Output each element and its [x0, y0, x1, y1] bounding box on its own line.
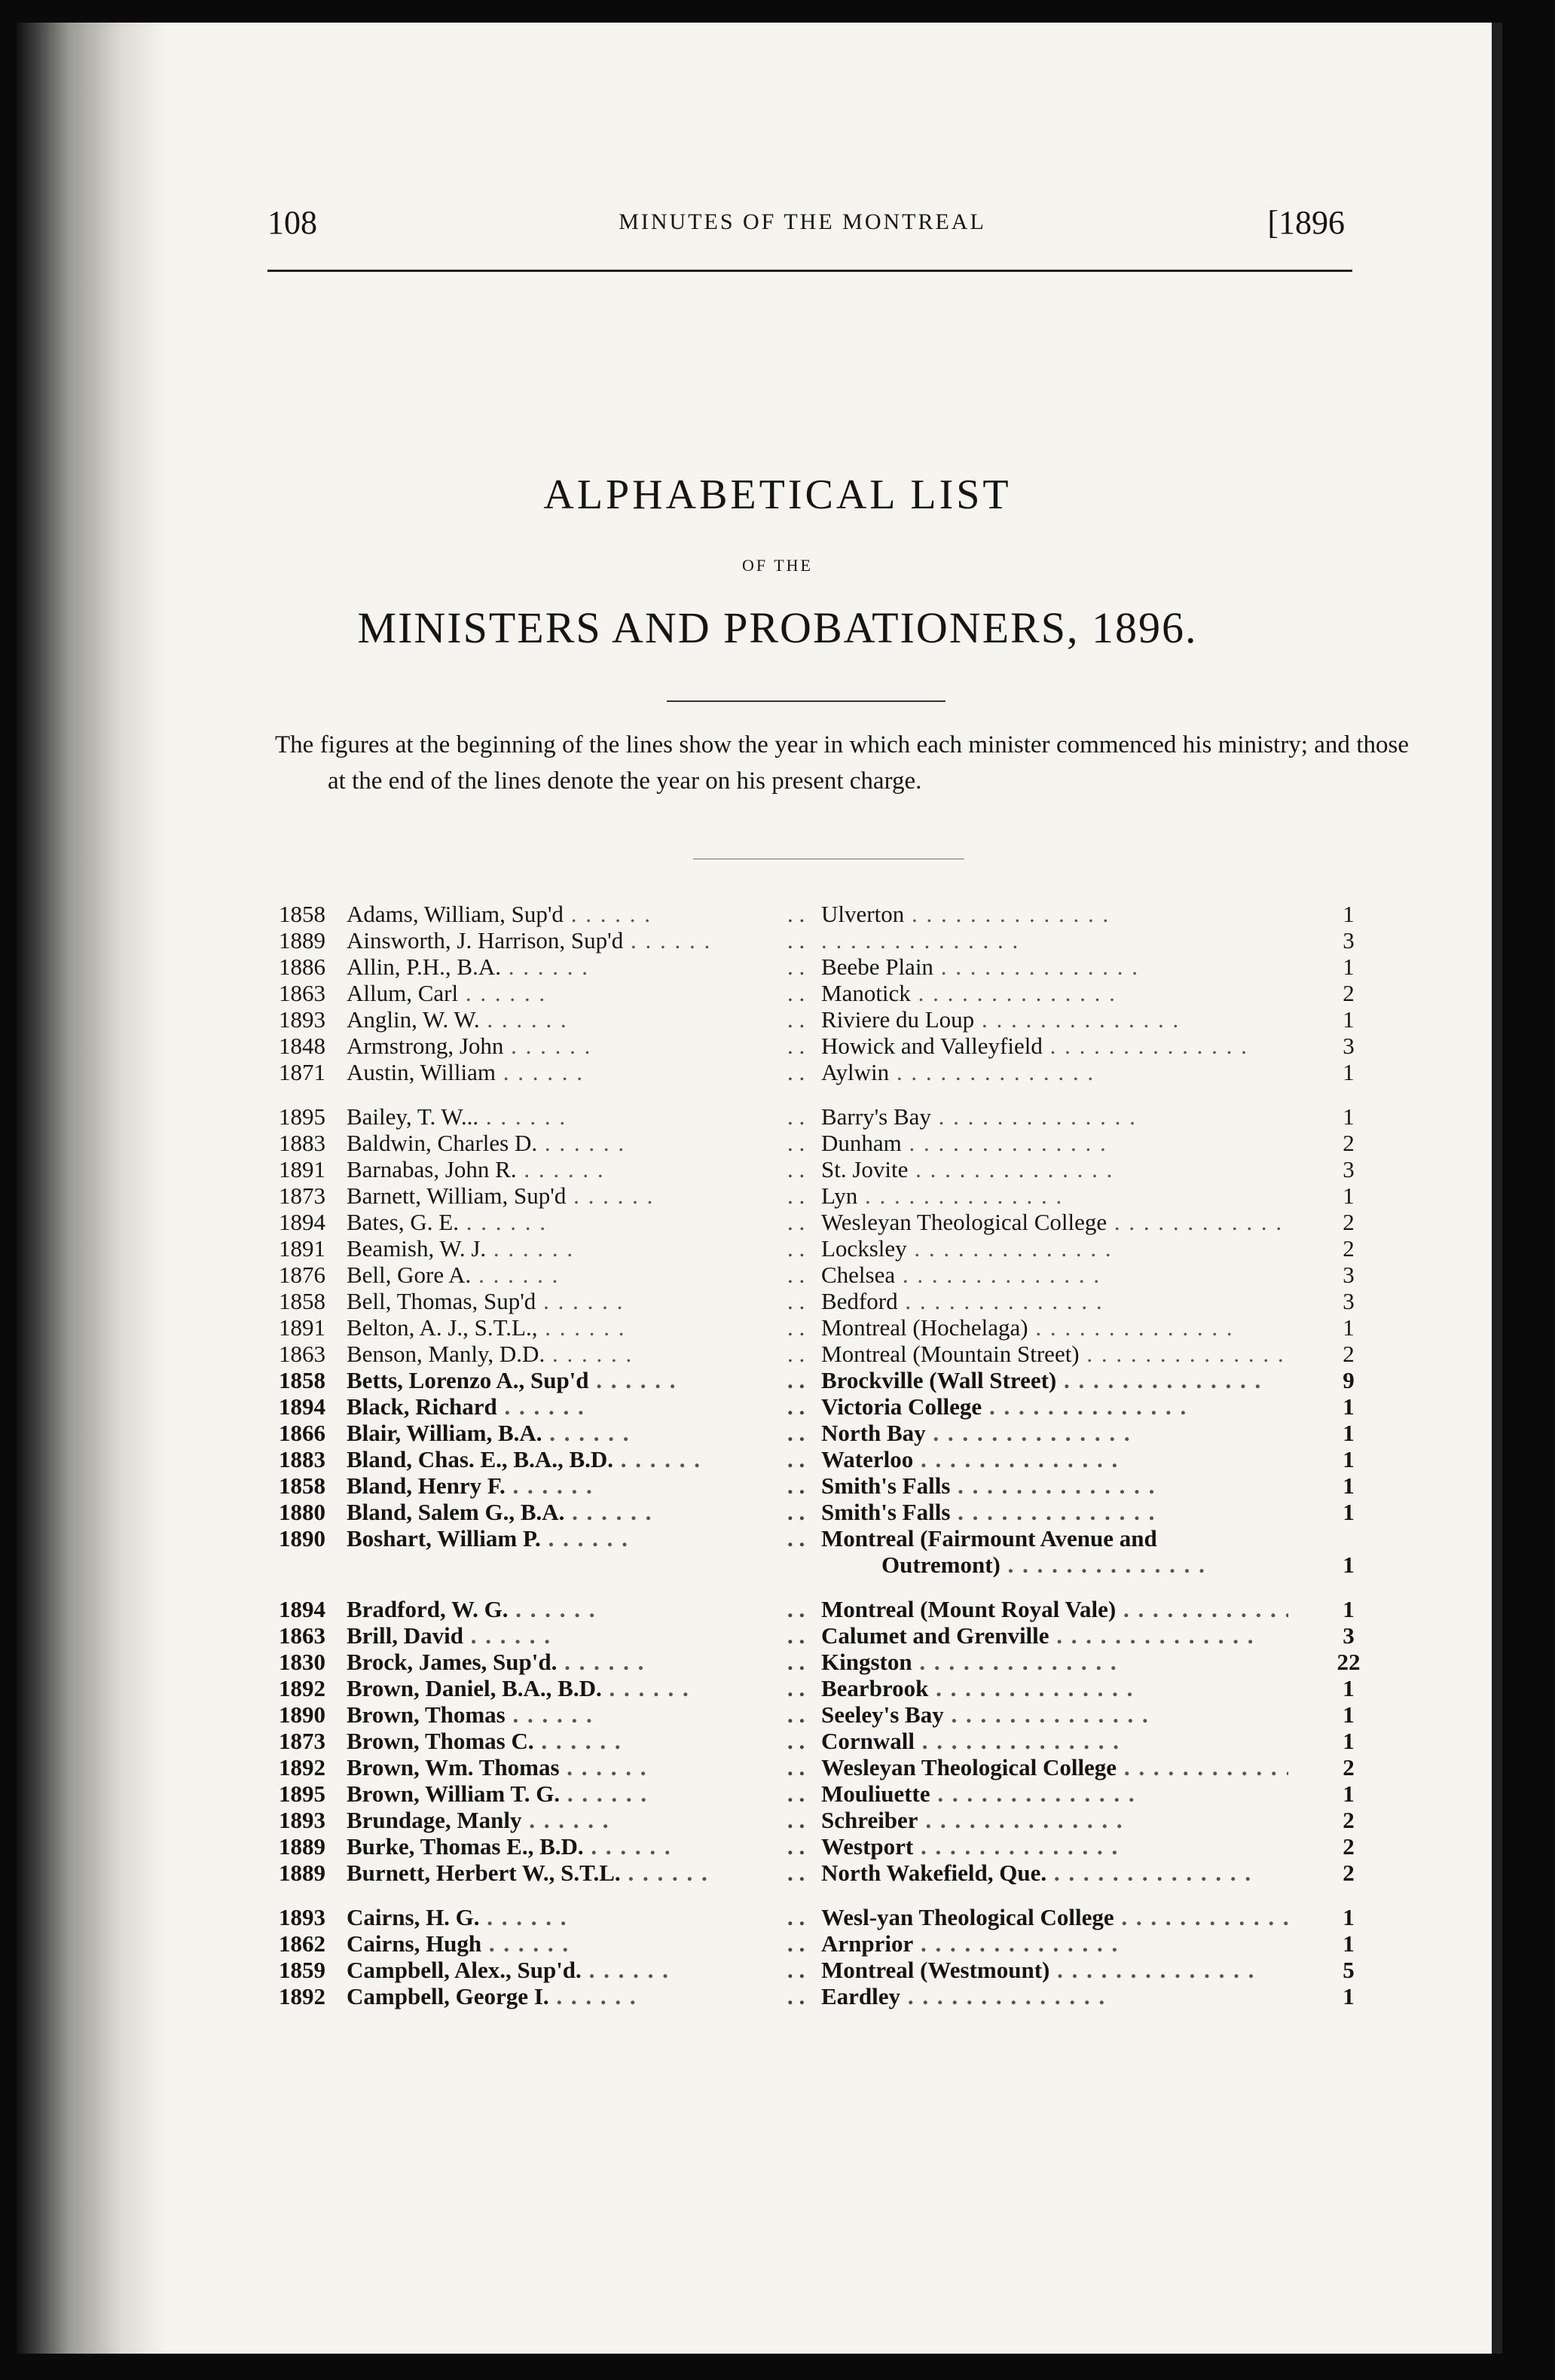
entry-name: Ainsworth, J. Harrison, Sup'd . . — [347, 927, 814, 954]
entry-name: Adams, William, Sup'd . . — [347, 901, 814, 928]
list-item — [279, 1860, 1371, 1886]
list-item — [279, 1525, 1371, 1552]
leader-dots: . . — [787, 1675, 805, 1701]
leader-dots: . . — [787, 1033, 805, 1059]
title-line-1: ALPHABETICAL LIST — [543, 471, 1012, 518]
list-item — [279, 1288, 1371, 1314]
leader-dots: . . — [787, 1446, 805, 1472]
intro-paragraph: The figures at the beginning of the lines show the year in which each minister commenced his ministry; and those at the end of the lines denote the year on his present charge. — [275, 731, 1409, 795]
entry-term: 2 — [1343, 1341, 1355, 1367]
page-number: 108 — [267, 204, 317, 241]
leader-dots: . . — [787, 954, 805, 980]
leader-dots: . . — [787, 1262, 805, 1288]
ministers-list — [279, 901, 1371, 2009]
list-item — [279, 1728, 1371, 1754]
entry-term: 1 — [1343, 1780, 1355, 1807]
leader-dots: . . — [787, 1420, 805, 1446]
entry-term: 3 — [1343, 1622, 1355, 1649]
list-item — [279, 1033, 1371, 1059]
leader-dots: . . — [787, 1807, 805, 1833]
list-item — [279, 901, 1371, 927]
entry-term: 2 — [1343, 980, 1355, 1006]
list-item — [279, 1807, 1371, 1833]
entry-term: 1 — [1343, 1314, 1355, 1341]
entry-name: Belton, A. J., S.T.L., . . — [347, 1314, 814, 1341]
entry-year: 1889 — [279, 1860, 325, 1886]
entry-name: Burnett, Herbert W., S.T.L. . . — [347, 1860, 814, 1887]
entry-name: Campbell, Alex., Sup'd. . . — [347, 1957, 814, 1984]
entry-year: 1894 — [279, 1209, 325, 1235]
entry-term: 1 — [1343, 1446, 1355, 1472]
leader-dots: . . — [787, 1059, 805, 1085]
entry-name: Allin, P.H., B.A. . . — [347, 954, 814, 981]
entry-year: 1858 — [279, 901, 325, 927]
entry-year: 1892 — [279, 1983, 325, 2009]
entry-year: 1859 — [279, 1957, 325, 1983]
title-line-2: OF THE — [742, 556, 813, 575]
leader-dots: . . — [787, 1103, 805, 1130]
page-edge — [1492, 23, 1502, 2354]
entry-station: North Bay . . — [821, 1420, 1288, 1447]
entry-station: Smith's Falls . . — [821, 1499, 1288, 1526]
entry-name: Bailey, T. W... . . — [347, 1103, 814, 1130]
list-item — [279, 1341, 1371, 1367]
list-item — [279, 1420, 1371, 1446]
entry-year: 1889 — [279, 1833, 325, 1860]
entry-name: Barnabas, John R. . . — [347, 1156, 814, 1183]
entry-term: 1 — [1343, 954, 1355, 980]
entry-name: Benson, Manly, D.D. . . — [347, 1341, 814, 1368]
leader-dots: . . — [787, 1904, 805, 1930]
entry-station: Brockville (Wall Street) . . — [821, 1367, 1288, 1394]
entry-station: Kingston . . — [821, 1649, 1288, 1676]
entry-name: Bland, Henry F. . . — [347, 1472, 814, 1500]
entry-term: 2 — [1343, 1860, 1355, 1886]
list-item — [279, 927, 1371, 954]
entry-term: 1 — [1343, 1904, 1355, 1930]
entry-name: Black, Richard . . — [347, 1393, 814, 1420]
entry-station: Chelsea . . — [821, 1262, 1288, 1289]
entry-term: 22 — [1337, 1649, 1361, 1675]
entry-term: 5 — [1343, 1957, 1355, 1983]
entry-year: 1893 — [279, 1006, 325, 1033]
entry-station: Manotick . . — [821, 980, 1288, 1007]
entry-year: 1893 — [279, 1807, 325, 1833]
entry-station — [821, 927, 1288, 954]
entry-term: 1 — [1343, 1728, 1355, 1754]
entry-name: Bell, Gore A. . . — [347, 1262, 814, 1289]
entry-term: 3 — [1343, 1288, 1355, 1314]
entry-term: 1 — [1343, 1006, 1355, 1033]
leader-dots: . . — [787, 1754, 805, 1780]
entry-term: 1 — [1343, 1472, 1355, 1499]
running-head — [260, 203, 1345, 249]
entry-year: 1883 — [279, 1130, 325, 1156]
entry-station: Westport . . — [821, 1833, 1288, 1860]
entry-year: 1894 — [279, 1596, 325, 1622]
leader-dots: . . — [787, 1472, 805, 1499]
list-item — [279, 1446, 1371, 1472]
list-item — [279, 1393, 1371, 1420]
leader-dots: . . — [787, 1780, 805, 1807]
entry-term: 1 — [1343, 1596, 1355, 1622]
entry-year: 1863 — [279, 980, 325, 1006]
leader-dots: . . — [787, 1622, 805, 1649]
entry-year: 1848 — [279, 1033, 325, 1059]
leader-dots: . . — [787, 927, 805, 954]
entry-year: 1895 — [279, 1780, 325, 1807]
entry-name: Anglin, W. W. . . — [347, 1006, 814, 1033]
leader-dots: . . — [787, 1525, 805, 1552]
list-item — [279, 954, 1371, 980]
list-item — [279, 980, 1371, 1006]
entry-station: Bedford . . — [821, 1288, 1288, 1315]
leader-dots: . . — [787, 1235, 805, 1262]
entry-name: Cairns, H. G. . . — [347, 1904, 814, 1931]
entry-term: 2 — [1343, 1130, 1355, 1156]
entry-name: Betts, Lorenzo A., Sup'd . . — [347, 1367, 814, 1394]
list-item — [279, 1622, 1371, 1649]
entry-station: Locksley . . — [821, 1235, 1288, 1262]
entry-year: 1894 — [279, 1393, 325, 1420]
leader-dots: . . — [787, 1367, 805, 1393]
entry-term: 1 — [1343, 1182, 1355, 1209]
entry-term: 3 — [1343, 1156, 1355, 1182]
entry-name: Brock, James, Sup'd. . . — [347, 1649, 814, 1676]
entry-name: Baldwin, Charles D. . . — [347, 1130, 814, 1157]
leader-dots: . . — [787, 1393, 805, 1420]
list-item — [279, 1957, 1371, 1983]
leader-dots: . . — [787, 1983, 805, 2009]
list-item — [279, 1156, 1371, 1182]
leader-dots: . . — [787, 1728, 805, 1754]
entry-year: 1891 — [279, 1235, 325, 1262]
entry-term: 3 — [1343, 1262, 1355, 1288]
list-item — [279, 1059, 1371, 1085]
leader-dots: . . — [787, 1499, 805, 1525]
entry-term: 1 — [1343, 1983, 1355, 2009]
entry-station: Mouliuette . . — [821, 1780, 1288, 1808]
entry-year: 1858 — [279, 1367, 325, 1393]
entry-year: 1873 — [279, 1182, 325, 1209]
entry-name: Barnett, William, Sup'd . . — [347, 1182, 814, 1210]
entry-station: Waterloo . . — [821, 1446, 1288, 1473]
entry-name: Bell, Thomas, Sup'd . . — [347, 1288, 814, 1315]
entry-name: Allum, Carl . . — [347, 980, 814, 1007]
leader-dots: . . — [787, 1701, 805, 1728]
entry-name: Cairns, Hugh . . — [347, 1930, 814, 1957]
entry-name: Bates, G. E. . . — [347, 1209, 814, 1236]
entry-year: 1876 — [279, 1262, 325, 1288]
entry-station: Montreal (Mount Royal Vale) . . — [821, 1596, 1288, 1623]
entry-term: 2 — [1343, 1235, 1355, 1262]
running-title: MINUTES OF THE MONTREAL — [619, 209, 986, 234]
entry-name: Bland, Chas. E., B.A., B.D. . . — [347, 1446, 814, 1473]
leader-dots: . . — [787, 1341, 805, 1367]
leader-dots: . . — [787, 1596, 805, 1622]
entry-term: 1 — [1343, 1552, 1355, 1578]
entry-year: 1890 — [279, 1701, 325, 1728]
entry-year: 1858 — [279, 1472, 325, 1499]
entry-station: Arnprior . . — [821, 1930, 1288, 1957]
entry-station: Bearbrook . . — [821, 1675, 1288, 1702]
list-item — [279, 1006, 1371, 1033]
entry-name: Burke, Thomas E., B.D. . . — [347, 1833, 814, 1860]
list-item — [279, 1182, 1371, 1209]
entry-name: Brill, David . . — [347, 1622, 814, 1649]
leader-dots: . . — [787, 1209, 805, 1235]
leader-dots: . . — [787, 1833, 805, 1860]
entry-year: 1866 — [279, 1420, 325, 1446]
entry-term: 1 — [1343, 1930, 1355, 1957]
entry-station: St. Jovite . . — [821, 1156, 1288, 1183]
list-item — [279, 1262, 1371, 1288]
list-item — [279, 1596, 1371, 1622]
entry-station: Wesl-yan Theological College . . — [821, 1904, 1288, 1931]
page-gutter-shadow — [17, 23, 167, 2354]
list-item — [279, 1701, 1371, 1728]
entry-term: 2 — [1343, 1209, 1355, 1235]
entry-year: 1890 — [279, 1525, 325, 1552]
entry-station: Montreal (Mountain Street) . . — [821, 1341, 1288, 1368]
entry-name: Brown, Thomas . . — [347, 1701, 814, 1729]
entry-station: Montreal (Fairmount Avenue and — [821, 1525, 1157, 1552]
list-item — [279, 1780, 1371, 1807]
entry-station: Barry's Bay . . — [821, 1103, 1288, 1130]
entry-station: Victoria College . . — [821, 1393, 1288, 1420]
header-rule — [267, 270, 1352, 272]
entry-station: Eardley . . — [821, 1983, 1288, 2010]
entry-year: 1883 — [279, 1446, 325, 1472]
entry-year: 1871 — [279, 1059, 325, 1085]
entry-term: 1 — [1343, 1499, 1355, 1525]
entry-name: Bradford, W. G. . . — [347, 1596, 814, 1623]
list-item — [279, 1649, 1371, 1675]
entry-name: Brown, William T. G. . . — [347, 1780, 814, 1808]
entry-station: Seeley's Bay . . — [821, 1701, 1288, 1729]
entry-year: 1863 — [279, 1341, 325, 1367]
entry-station: Wesleyan Theological College . . — [821, 1209, 1288, 1236]
entry-station: Schreiber . . — [821, 1807, 1288, 1834]
entry-station: Aylwin . . — [821, 1059, 1288, 1086]
entry-year: 1891 — [279, 1156, 325, 1182]
entry-term: 1 — [1343, 1059, 1355, 1085]
list-item — [279, 1314, 1371, 1341]
list-item — [279, 1209, 1371, 1235]
entry-name: Brundage, Manly . . — [347, 1807, 814, 1834]
leader-dots: . . — [787, 1130, 805, 1156]
entry-name: Boshart, William P. . . — [347, 1525, 814, 1552]
entry-term: 3 — [1343, 1033, 1355, 1059]
entry-term: 1 — [1343, 1420, 1355, 1446]
entry-year: 1862 — [279, 1930, 325, 1957]
entry-year: 1892 — [279, 1675, 325, 1701]
leader-dots: . . — [787, 1156, 805, 1182]
entry-station: Wesleyan Theological College . . — [821, 1754, 1288, 1781]
leader-dots: . . — [787, 1649, 805, 1675]
list-item — [279, 1499, 1371, 1525]
list-item — [279, 1472, 1371, 1499]
leader-dots: . . — [787, 1957, 805, 1983]
entry-term: 1 — [1343, 1393, 1355, 1420]
list-item — [279, 1754, 1371, 1780]
list-item — [279, 1930, 1371, 1957]
entry-station: Calumet and Grenville . . — [821, 1622, 1288, 1649]
entry-year: 1873 — [279, 1728, 325, 1754]
entry-year: 1880 — [279, 1499, 325, 1525]
entry-name: Beamish, W. J. . . — [347, 1235, 814, 1262]
entry-term: 9 — [1343, 1367, 1355, 1393]
list-item — [279, 1367, 1371, 1393]
list-item — [279, 1904, 1371, 1930]
entry-station: Beebe Plain . . — [821, 954, 1288, 981]
entry-year: 1889 — [279, 927, 325, 954]
entry-term: 1 — [1343, 901, 1355, 927]
leader-dots: . . — [787, 1314, 805, 1341]
entry-station: Cornwall . . — [821, 1728, 1288, 1755]
list-item — [279, 1833, 1371, 1860]
entry-station: Lyn . . — [821, 1182, 1288, 1210]
entry-term: 1 — [1343, 1675, 1355, 1701]
entry-name: Blair, William, B.A. . . — [347, 1420, 814, 1447]
entry-year: 1863 — [279, 1622, 325, 1649]
entry-station: Howick and Valleyfield . . — [821, 1033, 1288, 1060]
entry-station: Smith's Falls . . — [821, 1472, 1288, 1500]
entry-term: 1 — [1343, 1103, 1355, 1130]
entry-name: Brown, Thomas C. . . — [347, 1728, 814, 1755]
entry-term: 2 — [1343, 1833, 1355, 1860]
list-item — [279, 1103, 1371, 1130]
entry-station: Montreal (Hochelaga) . . — [821, 1314, 1288, 1341]
leader-dots: . . — [787, 1182, 805, 1209]
leader-dots: . . — [787, 1930, 805, 1957]
entry-year: 1886 — [279, 954, 325, 980]
entry-term: 2 — [1343, 1754, 1355, 1780]
leader-dots: . . — [787, 980, 805, 1006]
entry-term: 3 — [1343, 927, 1355, 954]
entry-name: Austin, William . . — [347, 1059, 814, 1086]
entry-year: 1892 — [279, 1754, 325, 1780]
running-year: [1896 — [1267, 204, 1345, 241]
entry-year: 1830 — [279, 1649, 325, 1675]
leader-dots: . . — [787, 1860, 805, 1886]
entry-station: Ulverton . . — [821, 901, 1288, 928]
entry-name: Campbell, George I. . . — [347, 1983, 814, 2010]
entry-term: 1 — [1343, 1701, 1355, 1728]
entry-term: 2 — [1343, 1807, 1355, 1833]
entry-station: Outremont) . . — [881, 1552, 1349, 1579]
entry-name: Brown, Daniel, B.A., B.D. . . — [347, 1675, 814, 1702]
entry-name: Bland, Salem G., B.A. . . — [347, 1499, 814, 1526]
entry-station: Dunham . . — [821, 1130, 1288, 1157]
leader-dots: . . — [787, 1288, 805, 1314]
list-item — [279, 1983, 1371, 2009]
entry-year: 1891 — [279, 1314, 325, 1341]
list-item — [279, 1552, 1371, 1578]
entry-station: Montreal (Westmount) . . — [821, 1957, 1288, 1984]
leader-dots: . . — [787, 901, 805, 927]
entry-name: Brown, Wm. Thomas . . — [347, 1754, 814, 1781]
entry-name: Armstrong, John . . — [347, 1033, 814, 1060]
list-item — [279, 1675, 1371, 1701]
title-rule — [667, 700, 946, 702]
leader-dots: . . — [787, 1006, 805, 1033]
entry-year: 1895 — [279, 1103, 325, 1130]
list-item — [279, 1130, 1371, 1156]
list-item — [279, 1235, 1371, 1262]
entry-year: 1893 — [279, 1904, 325, 1930]
title-line-3: MINISTERS AND PROBATIONERS, 1896. — [357, 603, 1198, 652]
entry-year: 1858 — [279, 1288, 325, 1314]
entry-station: Riviere du Loup . . — [821, 1006, 1288, 1033]
entry-station: North Wakefield, Que. . . — [821, 1860, 1288, 1887]
